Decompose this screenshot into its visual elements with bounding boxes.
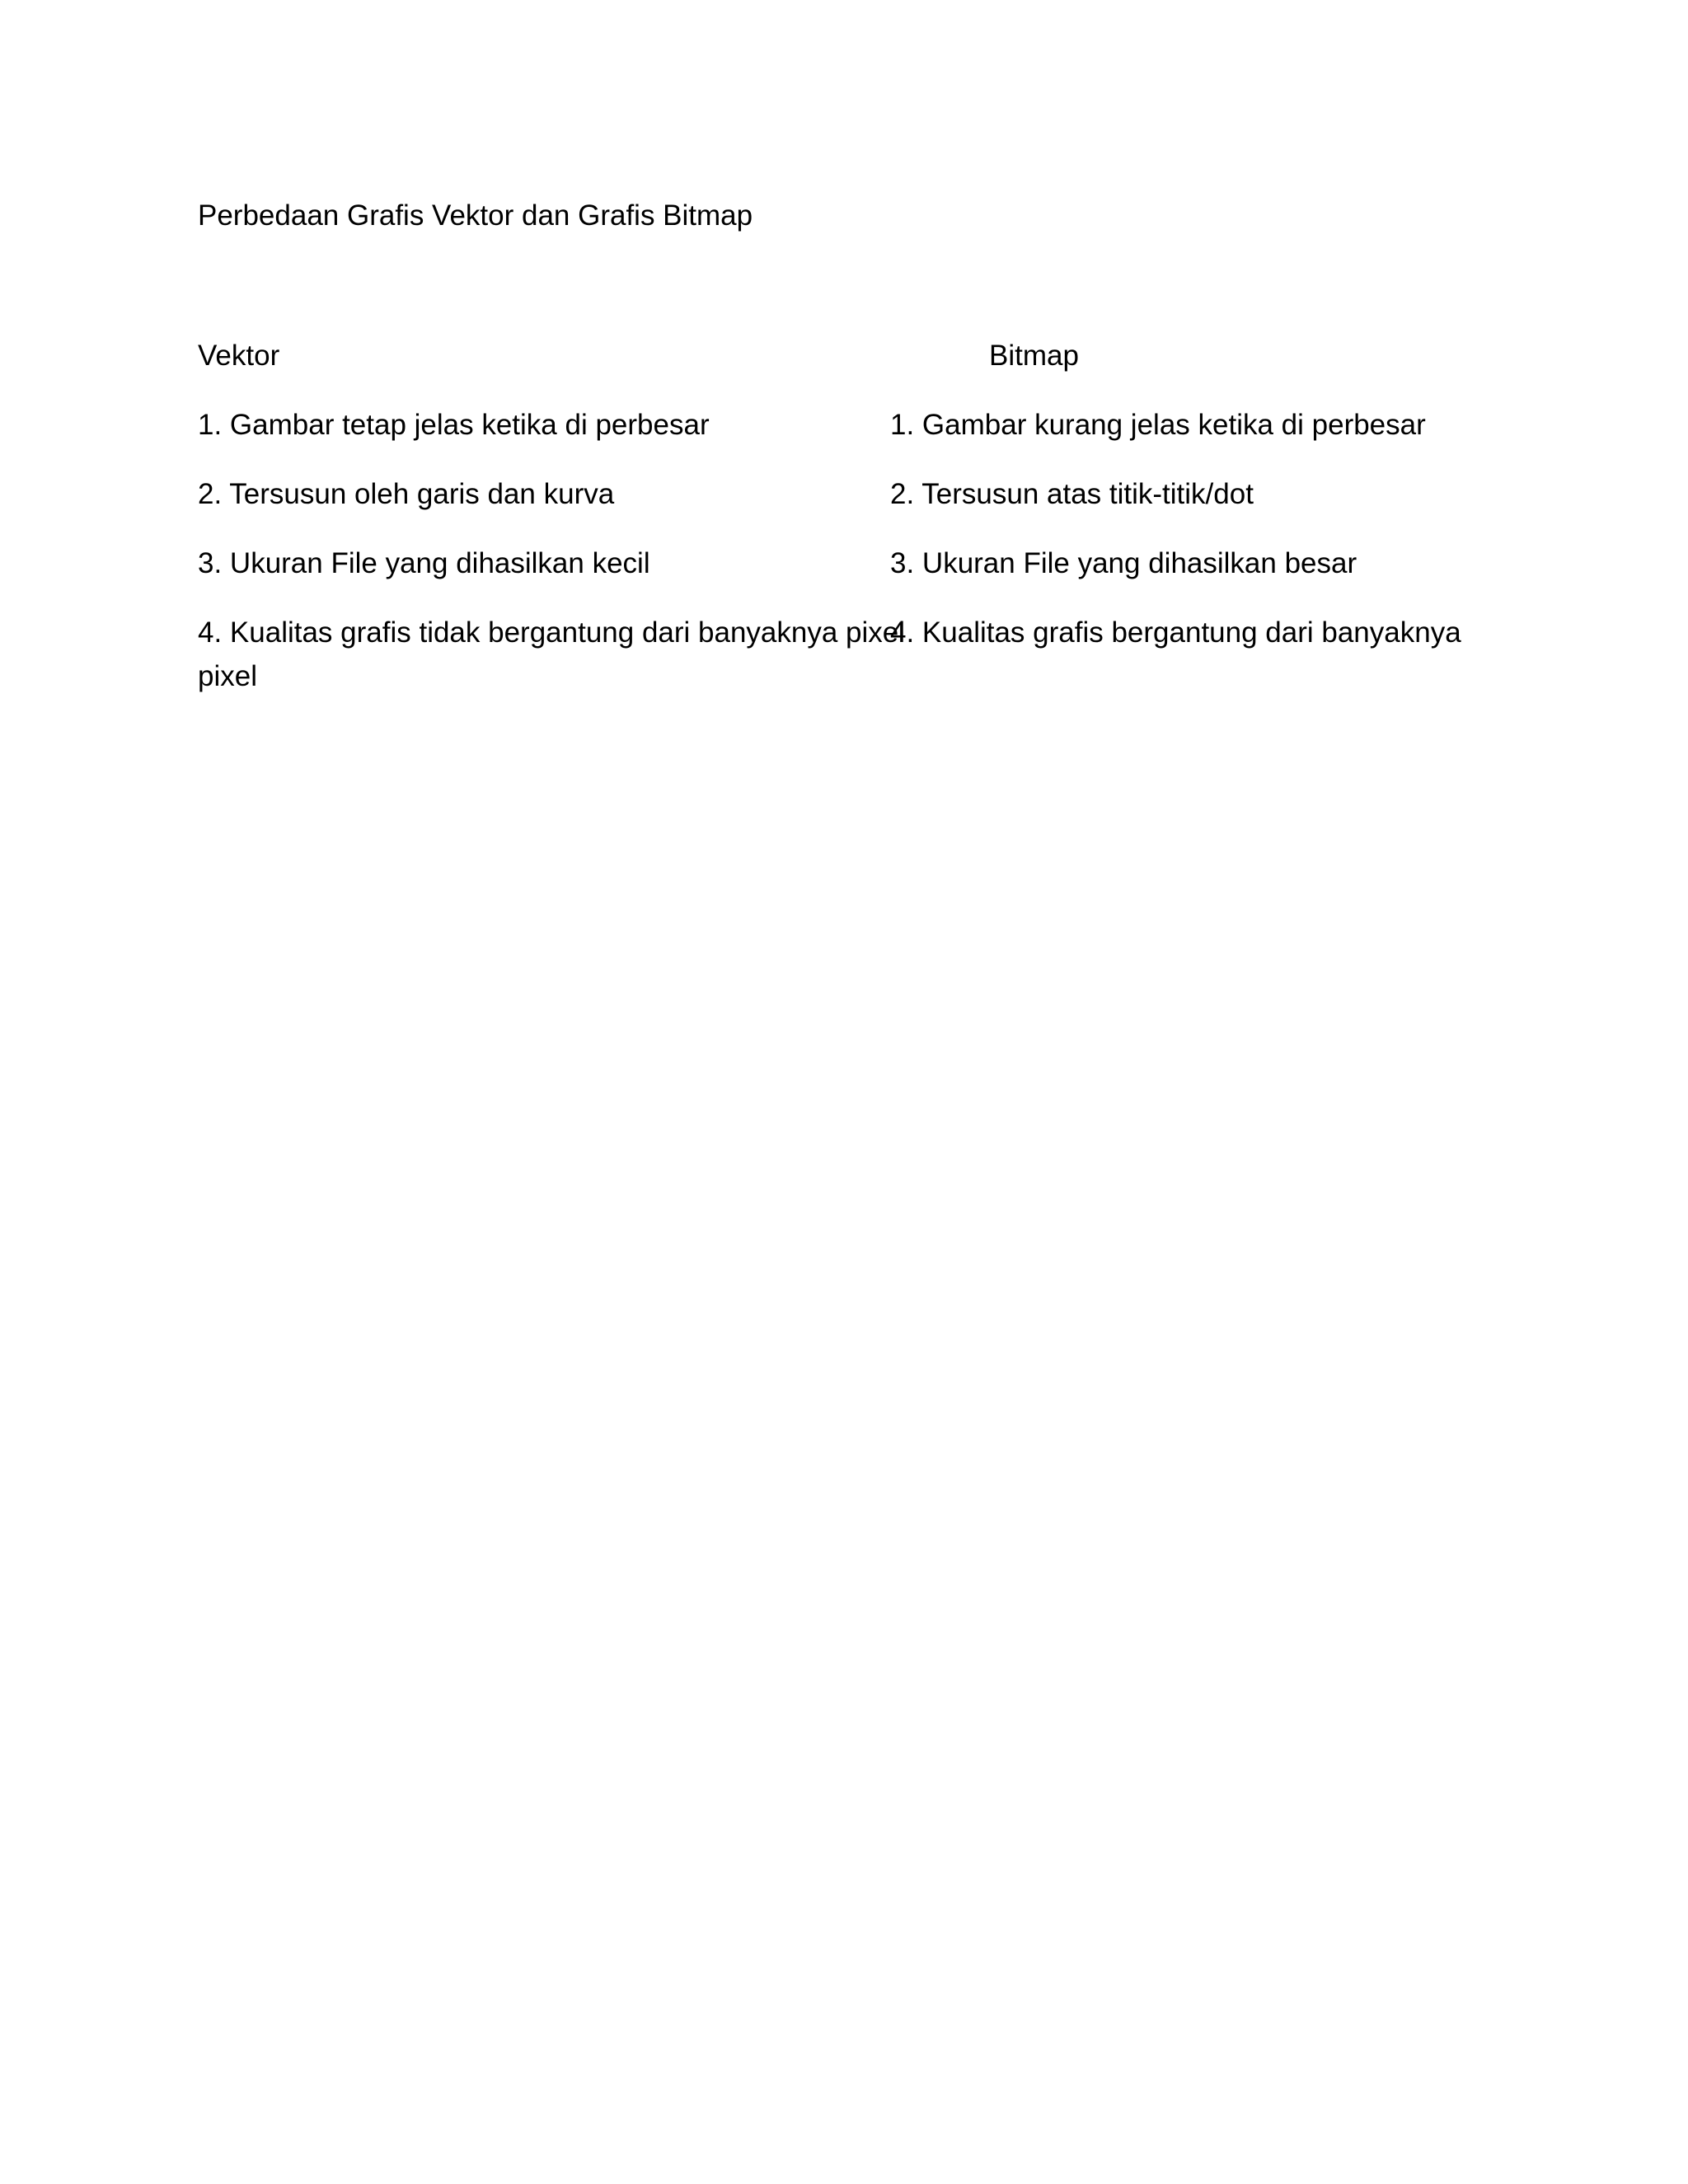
bitmap-item-2: 2. Tersusun atas titik-titik/dot xyxy=(890,478,1254,510)
vektor-item-3: 3. Ukuran File yang dihasilkan kecil xyxy=(198,547,650,579)
vektor-item-1: 1. Gambar tetap jelas ketika di perbesar xyxy=(198,409,710,441)
document-title: Perbedaan Grafis Vektor dan Grafis Bitmap xyxy=(198,199,753,232)
bitmap-item-4-continuation: pixel xyxy=(198,660,257,692)
vektor-item-2: 2. Tersusun oleh garis dan kurva xyxy=(198,478,615,510)
bitmap-heading: Bitmap xyxy=(989,340,1079,372)
vektor-item-4: 4. Kualitas grafis tidak bergantung dari banyaknya pixel xyxy=(198,616,906,649)
bitmap-item-1: 1. Gambar kurang jelas ketika di perbesar xyxy=(890,409,1426,441)
vektor-heading: Vektor xyxy=(198,340,280,372)
bitmap-item-4: 4. Kualitas grafis bergantung dari banyaknya xyxy=(890,616,1461,649)
bitmap-item-3: 3. Ukuran File yang dihasilkan besar xyxy=(890,547,1357,579)
